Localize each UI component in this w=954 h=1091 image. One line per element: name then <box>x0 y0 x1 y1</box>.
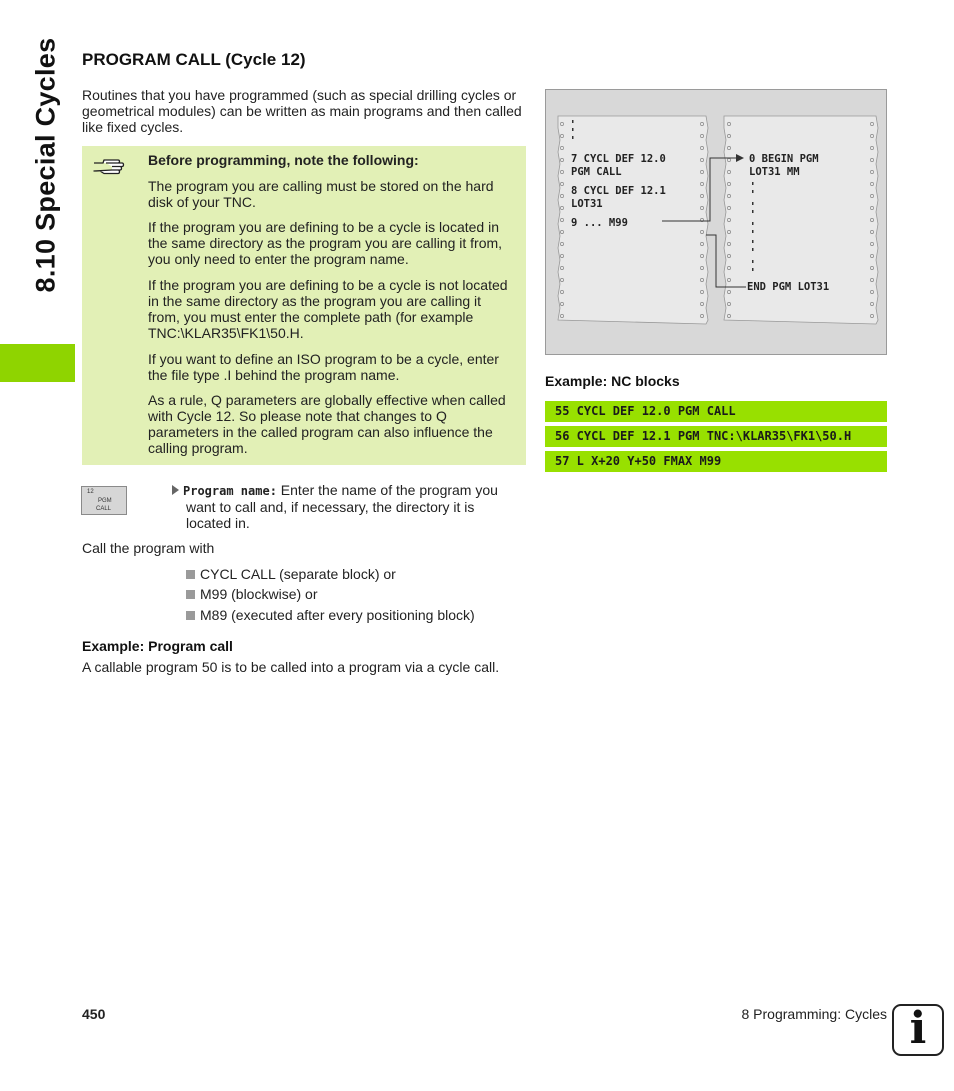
info-icon-glyph: i <box>909 1003 927 1054</box>
diagram-left-line: PGM CALL <box>571 166 622 178</box>
diagram-drawing <box>546 90 886 354</box>
list-item-text: M99 (blockwise) or <box>200 586 318 602</box>
list-item <box>186 566 396 582</box>
diagram-right-line: 0 BEGIN PGM <box>749 153 819 165</box>
diagram-right-line: END PGM LOT31 <box>747 281 830 293</box>
diagram-left-line: 7 CYCL DEF 12.0 <box>571 153 666 165</box>
intro-paragraph: Routines that you have programmed (such as special drilling cycles or geometrical modules) can be written as main programs and then called like fixed cycles. <box>82 87 522 135</box>
program-name-instruction <box>172 482 517 531</box>
note-paragraph: As a rule, Q parameters are globally effective when called with Cycle 12. So please note that changes to Q parameters in the called program can also influence the calling program. <box>148 392 506 456</box>
softkey-line1: PGM <box>98 498 112 504</box>
note-box <box>82 146 526 465</box>
program-name-label: Program name: <box>183 484 277 498</box>
program-name-text: Enter the name of the program you want to call and, if necessary, the directory it is located in. <box>186 482 498 531</box>
square-bullet-icon <box>186 570 195 579</box>
note-paragraph: If you want to define an ISO program to be a cycle, enter the file type .I behind the program name. <box>148 351 499 383</box>
pgm-call-softkey-icon <box>81 486 127 515</box>
softkey-line2: CALL <box>96 506 112 512</box>
page-title: PROGRAM CALL (Cycle 12) <box>82 50 306 69</box>
diagram-left-line: 9 ... M99 <box>571 217 628 229</box>
page-number: 450 <box>82 1006 106 1022</box>
diagram-right-line: LOT31 MM <box>749 166 800 178</box>
list-item-text: M89 (executed after every positioning block) <box>200 607 475 623</box>
example-nc-heading: Example: NC blocks <box>545 373 680 389</box>
example-program-call-heading: Example: Program call <box>82 638 233 654</box>
pointing-hand-icon <box>92 154 126 178</box>
chapter-footer: 8 Programming: Cycles <box>741 1006 887 1022</box>
nc-block: 56 CYCL DEF 12.1 PGM TNC:\KLAR35\FK1\50.H <box>545 426 887 447</box>
nc-block: 57 L X+20 Y+50 FMAX M99 <box>545 451 887 472</box>
note-paragraph: If the program you are defining to be a cycle is not located in the same directory as the program you are calling it from, you must enter the complete path (for example TNC:\KLAR35\FK1\50.H. <box>148 277 508 341</box>
triangle-bullet-icon <box>172 485 179 495</box>
square-bullet-icon <box>186 611 195 620</box>
chapter-side-title-text: 8.10 Special Cycles <box>30 37 61 293</box>
note-paragraph: The program you are calling must be stored on the hard disk of your TNC. <box>148 178 494 210</box>
call-with-text: Call the program with <box>82 540 215 556</box>
softkey-number: 12 <box>87 489 94 495</box>
list-item <box>186 586 317 602</box>
info-icon <box>892 1004 944 1056</box>
nc-block: 55 CYCL DEF 12.0 PGM CALL <box>545 401 887 422</box>
note-heading: Before programming, note the following: <box>148 152 419 168</box>
list-item-text: CYCL CALL (separate block) or <box>200 566 396 582</box>
diagram-left-line: LOT31 <box>571 198 603 210</box>
note-paragraph: If the program you are defining to be a cycle is located in the same directory as the program you are calling it from, you only need to enter the program name. <box>148 219 503 267</box>
chapter-tab-marker <box>0 344 75 382</box>
list-item <box>186 607 475 623</box>
chapter-side-title <box>28 37 64 293</box>
example-program-call-text: A callable program 50 is to be called into a program via a cycle call. <box>82 659 500 675</box>
square-bullet-icon <box>186 590 195 599</box>
program-call-diagram <box>545 89 887 355</box>
diagram-left-line: 8 CYCL DEF 12.1 <box>571 185 666 197</box>
